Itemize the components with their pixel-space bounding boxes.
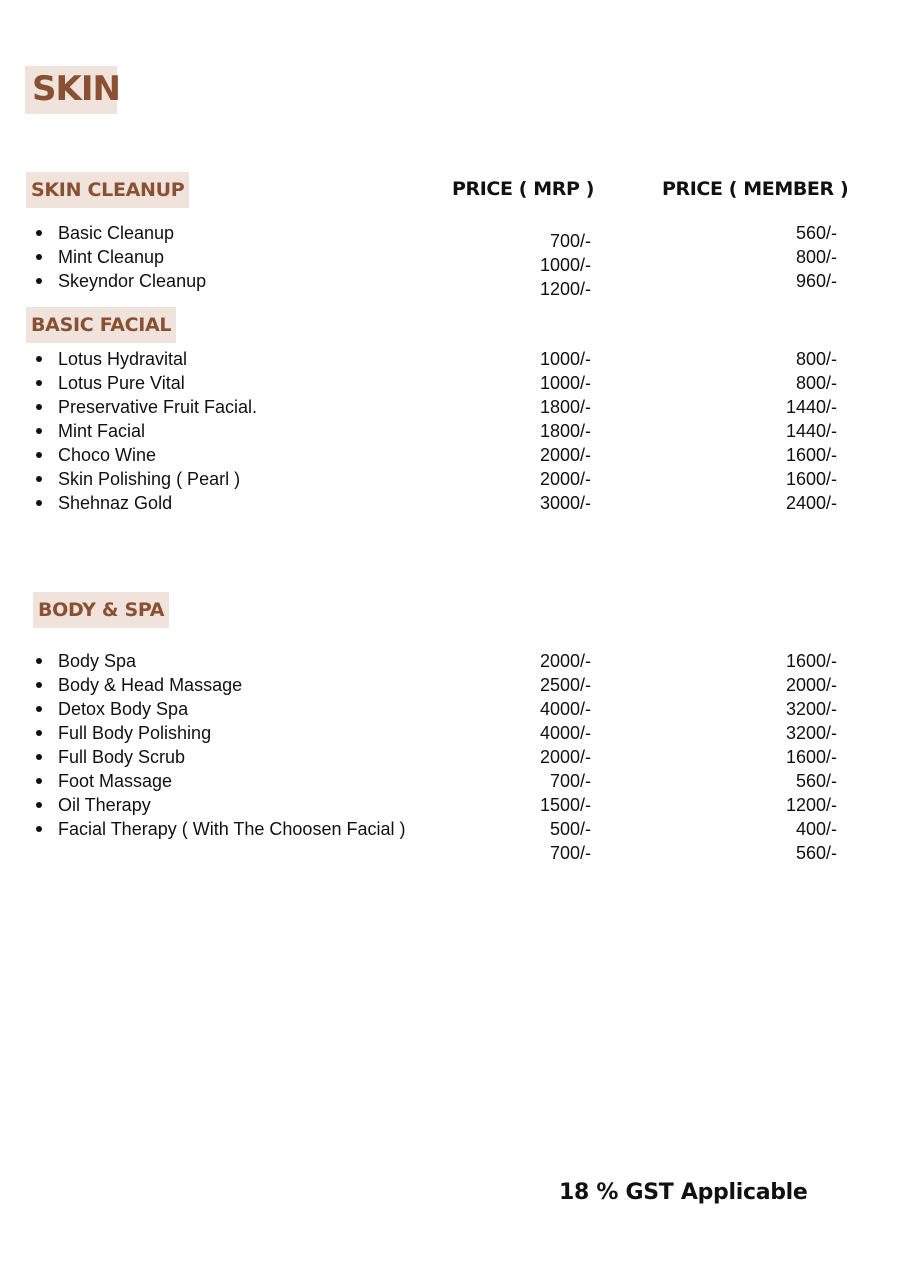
mrp-price: 1000/- bbox=[539, 255, 591, 275]
service-name: Body & Head Massage bbox=[58, 675, 243, 695]
list-item bbox=[0, 697, 900, 721]
bullet-icon bbox=[36, 658, 42, 664]
section-heading-body-spa: BODY & SPA bbox=[33, 592, 169, 628]
mrp-price: 700/- bbox=[549, 231, 591, 251]
list-item bbox=[0, 793, 900, 817]
service-name: Choco Wine bbox=[58, 445, 157, 465]
member-price: 1600/- bbox=[785, 747, 837, 767]
member-price: 560/- bbox=[795, 843, 837, 863]
service-name: Preservative Fruit Facial. bbox=[58, 397, 258, 417]
bullet-icon bbox=[36, 380, 42, 386]
bullet-icon bbox=[36, 404, 42, 410]
gst-note: 18 % GST Applicable bbox=[559, 1180, 808, 1205]
service-name: Skeyndor Cleanup bbox=[58, 271, 207, 291]
service-name: Mint Cleanup bbox=[58, 247, 165, 267]
mrp-price: 500/- bbox=[549, 819, 591, 839]
member-price: 2400/- bbox=[785, 493, 837, 513]
body-spa-list bbox=[0, 649, 900, 865]
member-price: 800/- bbox=[795, 247, 837, 267]
list-item bbox=[0, 371, 900, 395]
list-item bbox=[0, 649, 900, 673]
member-price: 1600/- bbox=[785, 445, 837, 465]
list-item bbox=[0, 347, 900, 371]
member-price: 960/- bbox=[795, 271, 837, 291]
list-item bbox=[0, 673, 900, 697]
mrp-price: 2000/- bbox=[539, 469, 591, 489]
bullet-icon bbox=[36, 356, 42, 362]
service-name: Body Spa bbox=[58, 651, 137, 671]
mrp-price: 1800/- bbox=[539, 421, 591, 441]
mrp-price: 1500/- bbox=[539, 795, 591, 815]
service-name: Basic Cleanup bbox=[58, 223, 175, 243]
mrp-row bbox=[0, 229, 900, 253]
list-item bbox=[0, 769, 900, 793]
bullet-icon bbox=[36, 778, 42, 784]
mrp-price: 2500/- bbox=[539, 675, 591, 695]
bullet-icon bbox=[36, 682, 42, 688]
list-item bbox=[0, 419, 900, 443]
skin-cleanup-mrp-column bbox=[0, 229, 900, 301]
member-price: 1200/- bbox=[785, 795, 837, 815]
member-price: 2000/- bbox=[785, 675, 837, 695]
bullet-icon bbox=[36, 754, 42, 760]
member-price: 1600/- bbox=[785, 651, 837, 671]
bullet-icon bbox=[36, 500, 42, 506]
mrp-price: 700/- bbox=[549, 843, 591, 863]
member-price: 800/- bbox=[795, 349, 837, 369]
service-name: Full Body Scrub bbox=[58, 747, 186, 767]
bullet-icon bbox=[36, 802, 42, 808]
bullet-icon bbox=[36, 826, 42, 832]
list-item bbox=[0, 817, 900, 841]
mrp-price: 1000/- bbox=[539, 349, 591, 369]
member-price: 3200/- bbox=[785, 699, 837, 719]
page-title: SKIN bbox=[25, 66, 117, 114]
mrp-row bbox=[0, 277, 900, 301]
mrp-price: 2000/- bbox=[539, 445, 591, 465]
bullet-icon bbox=[36, 706, 42, 712]
price-mrp-header: PRICE ( MRP ) bbox=[452, 178, 595, 200]
service-name: Mint Facial bbox=[58, 421, 146, 441]
service-name: Lotus Pure Vital bbox=[58, 373, 185, 393]
member-price: 3200/- bbox=[785, 723, 837, 743]
service-name: Detox Body Spa bbox=[58, 699, 189, 719]
member-price: 560/- bbox=[795, 771, 837, 791]
bullet-icon bbox=[36, 428, 42, 434]
list-item bbox=[0, 721, 900, 745]
list-item bbox=[0, 467, 900, 491]
mrp-row bbox=[0, 253, 900, 277]
mrp-price: 3000/- bbox=[539, 493, 591, 513]
mrp-price: 1000/- bbox=[539, 373, 591, 393]
basic-facial-list bbox=[0, 347, 900, 515]
member-price: 560/- bbox=[795, 223, 837, 243]
price-member-header: PRICE ( MEMBER ) bbox=[662, 178, 849, 200]
bullet-icon bbox=[36, 730, 42, 736]
service-name: Shehnaz Gold bbox=[58, 493, 173, 513]
mrp-price: 2000/- bbox=[539, 747, 591, 767]
member-price: 1440/- bbox=[785, 397, 837, 417]
service-name: Skin Polishing ( Pearl ) bbox=[58, 469, 241, 489]
section-heading-basic-facial: BASIC FACIAL bbox=[26, 307, 176, 343]
mrp-price: 2000/- bbox=[539, 651, 591, 671]
bullet-icon bbox=[36, 476, 42, 482]
service-name: Lotus Hydravital bbox=[58, 349, 188, 369]
service-name: Foot Massage bbox=[58, 771, 173, 791]
list-item bbox=[0, 443, 900, 467]
bullet-icon bbox=[36, 452, 42, 458]
list-item bbox=[0, 841, 900, 865]
member-price: 1440/- bbox=[785, 421, 837, 441]
member-price: 1600/- bbox=[785, 469, 837, 489]
mrp-price: 4000/- bbox=[539, 699, 591, 719]
service-name: Facial Therapy ( With The Choosen Facial ) bbox=[58, 819, 406, 839]
member-price: 800/- bbox=[795, 373, 837, 393]
list-item bbox=[0, 745, 900, 769]
mrp-price: 4000/- bbox=[539, 723, 591, 743]
mrp-price: 700/- bbox=[549, 771, 591, 791]
list-item bbox=[0, 395, 900, 419]
mrp-price: 1200/- bbox=[539, 279, 591, 299]
list-item bbox=[0, 491, 900, 515]
service-name: Full Body Polishing bbox=[58, 723, 212, 743]
section-heading-skin-cleanup: SKIN CLEANUP bbox=[26, 172, 189, 208]
mrp-price: 1800/- bbox=[539, 397, 591, 417]
service-name: Oil Therapy bbox=[58, 795, 151, 815]
member-price: 400/- bbox=[795, 819, 837, 839]
